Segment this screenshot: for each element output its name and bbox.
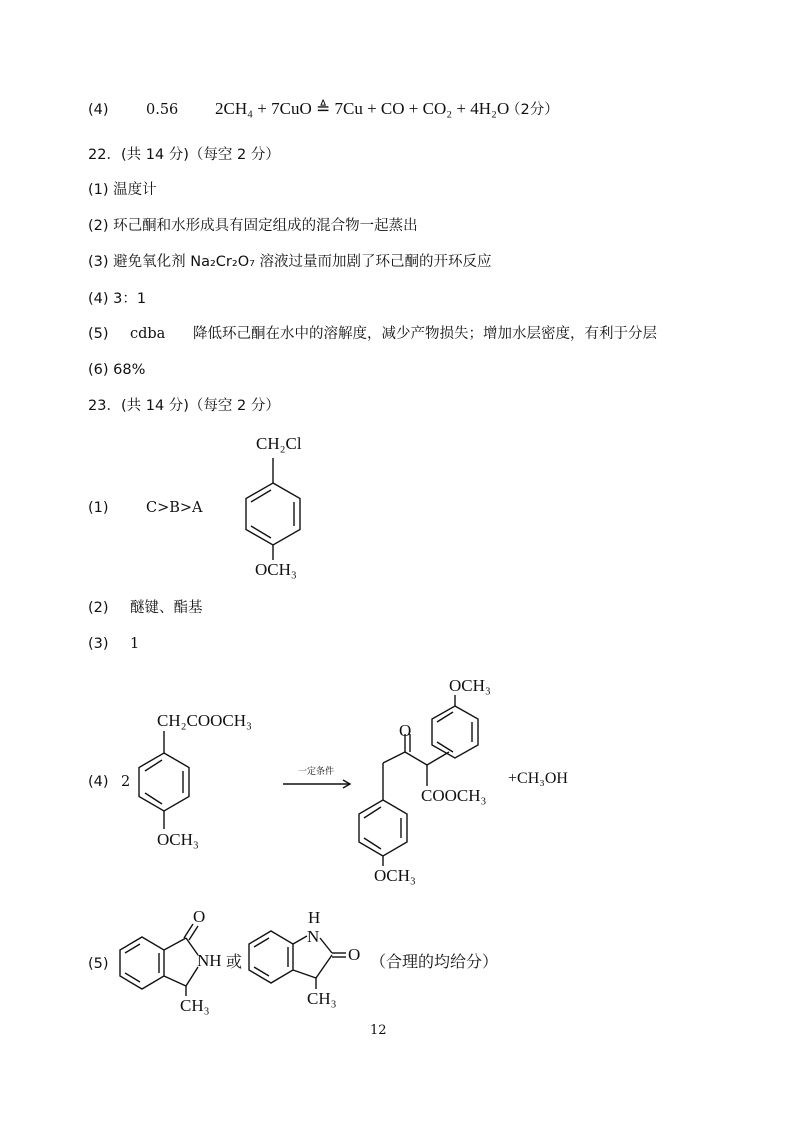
- q21-4-value: 0.56: [146, 102, 179, 118]
- q21-4-label: (4): [88, 102, 109, 118]
- q23-3-answer: 1: [130, 636, 140, 652]
- q23-4-label: (4): [88, 774, 109, 790]
- q22-header: 22．(共 14 分)（每空 2 分）: [88, 147, 280, 163]
- s1-top-group: CH₂Cl: [256, 434, 302, 453]
- s1-bottom-group: OCH₃: [255, 560, 297, 579]
- q23-3-label: (3): [88, 636, 109, 652]
- q23-5-or: 或: [226, 952, 243, 971]
- q23-5-label: (5): [88, 956, 109, 972]
- s3-carbonyl-oxygen: O: [399, 721, 412, 740]
- structure-4-skeleton: [120, 924, 198, 996]
- s2-top-group: CH₂COOCH₃: [157, 711, 252, 730]
- q22-answer-4: (4) 3：1: [88, 291, 147, 307]
- q22-5-answer: cdba: [130, 326, 166, 342]
- q21-4-equation: 2CH₄ + 7CuO ≜ 7Cu + CO + CO₂ + 4H₂O: [215, 99, 510, 118]
- structure-5-skeleton: [249, 931, 346, 989]
- s5-methyl: CH₃: [307, 989, 337, 1008]
- q23-1-answer: C>B>A: [146, 500, 203, 516]
- s5-oxygen: O: [348, 945, 361, 964]
- s4-methyl: CH₃: [180, 996, 210, 1015]
- q23-4-coefficient: 2: [121, 774, 131, 790]
- q21-4-score: （2分）: [506, 102, 559, 118]
- q22-5-text: 降低环己酮在水中的溶解度，减少产物损失；增加水层密度，有利于分层: [193, 326, 657, 342]
- q22-answer-3: (3) 避免氧化剂 Na₂Cr₂O₇ 溶液过量而加剧了环己酮的开环反应: [88, 254, 492, 270]
- reaction-condition: 一定条件: [298, 767, 335, 777]
- s4-oxygen: O: [193, 907, 206, 926]
- structure-1-ring: [246, 458, 300, 560]
- s3-bottom-methoxy: OCH₃: [374, 866, 416, 885]
- q23-header: 23．(共 14 分)（每空 2 分）: [88, 398, 280, 414]
- s3-top-methoxy: OCH₃: [449, 676, 491, 695]
- s4-nh: NH: [197, 951, 222, 970]
- q23-2-answer: 醚键、酯基: [130, 600, 203, 616]
- q23-2-label: (2): [88, 600, 109, 616]
- q23-5-note: （合理的均给分）: [370, 952, 499, 971]
- q23-1-label: (1): [88, 500, 109, 516]
- s2-bottom-group: OCH₃: [157, 830, 199, 849]
- structure-2-ring: [139, 731, 189, 829]
- reaction-arrow: [283, 780, 350, 788]
- q22-5-label: (5): [88, 326, 109, 342]
- q22-answer-6: (6) 68%: [88, 362, 146, 378]
- q22-answer-1: (1) 温度计: [88, 182, 157, 198]
- q22-answer-2: (2) 环己酮和水形成具有固定组成的混合物一起蒸出: [88, 218, 418, 234]
- s5-nitrogen: N: [307, 927, 320, 946]
- s5-hydrogen: H: [308, 908, 321, 927]
- page-number: 12: [370, 1023, 387, 1038]
- q23-4-byproduct: +CH₃OH: [508, 770, 568, 787]
- s3-ester-group: COOCH₃: [421, 786, 487, 805]
- structure-3-skeleton: [359, 695, 478, 866]
